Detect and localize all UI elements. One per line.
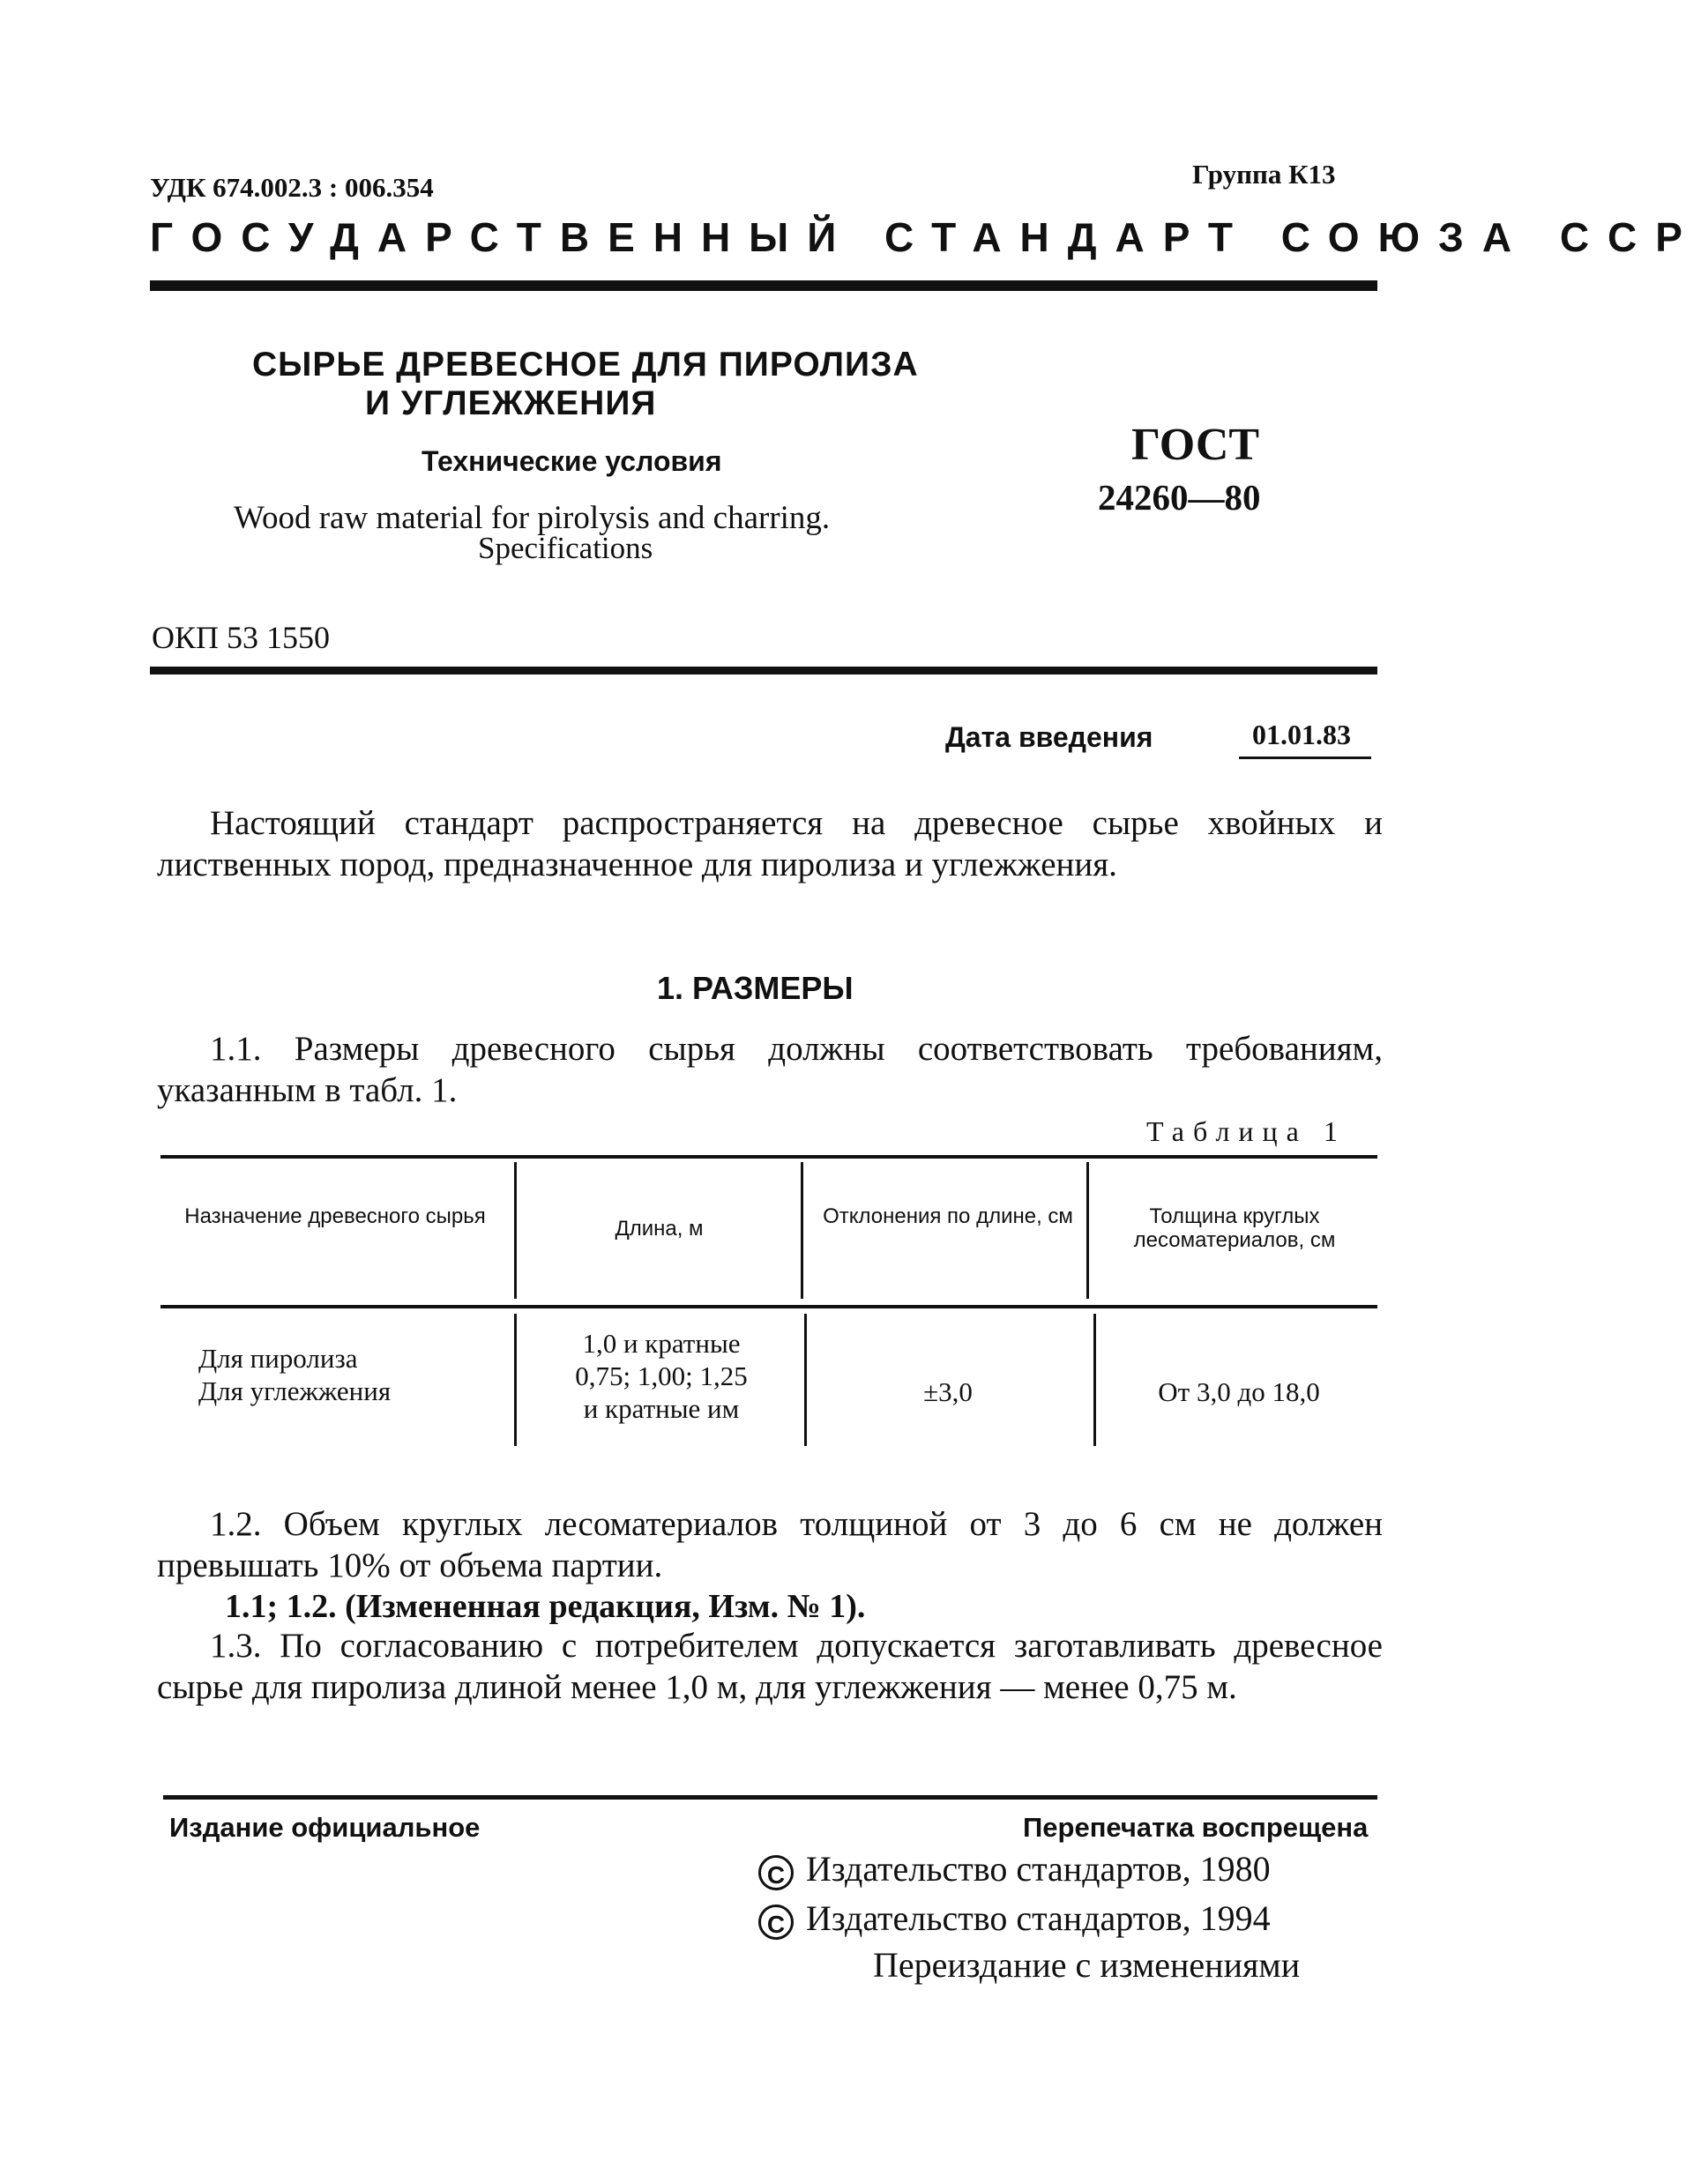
table-col-divider-3: [1086, 1162, 1089, 1299]
copyright-1980: [758, 1848, 1271, 1890]
table-cell-deviation: ±3,0: [923, 1376, 973, 1407]
table-body-divider-3: [1093, 1314, 1096, 1446]
table-col-divider-1: [514, 1162, 517, 1299]
table-cell-purpose: [198, 1342, 498, 1407]
table-top-rule: [160, 1155, 1377, 1159]
title-rule: [150, 667, 1377, 675]
document-title-line2: И УГЛЕЖЖЕНИЯ: [365, 384, 657, 422]
gost-number: 24260—80: [1098, 477, 1261, 518]
table-cell-thickness: От 3,0 до 18,0: [1158, 1376, 1320, 1407]
english-title-line1: Wood raw material for pirolysis and charring.: [234, 500, 831, 536]
footer-rule: [163, 1795, 1377, 1800]
purpose-pyrolysis: Для пиролиза: [198, 1343, 358, 1374]
gost-label: ГОСТ: [1131, 420, 1260, 470]
table-header-rule: [160, 1305, 1377, 1308]
table-header-purpose: Назначение древесного сырья: [184, 1204, 486, 1228]
intro-paragraph: Настоящий стандарт распространяется на древесное сырье хвойных и лиственных пород, предназначенное для пиролиза и углежжения.: [157, 804, 1383, 883]
table-header-thickness: Толщина круглых лесоматериалов, см: [1133, 1204, 1336, 1252]
table-body-divider-2: [804, 1314, 807, 1446]
state-standard-heading: ГОСУДАРСТВЕННЫЙ СТАНДАРТ СОЮЗА ССР: [150, 214, 1701, 260]
length-line3: и кратные им: [583, 1393, 740, 1424]
purpose-charring: Для углежжения: [198, 1375, 392, 1406]
edit-note: 1.1; 1.2. (Измененная редакция, Изм. № 1).: [225, 1588, 866, 1625]
table-body-divider-1: [514, 1314, 517, 1446]
table-header-deviation: Отклонения по длине, см: [823, 1204, 1073, 1228]
okp-code: ОКП 53 1550: [152, 620, 331, 655]
reissue-note: Переиздание с изменениями: [873, 1945, 1301, 1985]
document-title-line1: СЫРЬЕ ДРЕВЕСНОЕ ДЛЯ ПИРОЛИЗА: [252, 346, 919, 384]
intro-date-value: 01.01.83: [1252, 719, 1351, 750]
official-edition: Издание официальное: [169, 1812, 481, 1843]
date-underline: [1239, 757, 1371, 759]
table-caption: Таблица 1: [1146, 1115, 1347, 1147]
copyright-icon: С: [758, 1855, 794, 1890]
reprint-prohibited: Перепечатка воспрещена: [1023, 1812, 1369, 1843]
copyright-1980-text: Издательство стандартов, 1980: [806, 1849, 1271, 1889]
paragraph-1-2: 1.2. Объем круглых лесоматериалов толщиной от 3 до 6 см не должен превышать 10% от объема партии.: [157, 1505, 1383, 1584]
intro-date-label: Дата введения: [945, 721, 1153, 753]
group-code: Группа К13: [1192, 159, 1336, 190]
section-heading: 1. РАЗМЕРЫ: [657, 970, 854, 1006]
header-rule: [150, 280, 1377, 291]
length-line2: 0,75; 1,00; 1,25: [575, 1360, 748, 1391]
table-header-length: Длина, м: [615, 1217, 704, 1241]
copyright-icon: С: [758, 1904, 794, 1940]
document-subtitle: Технические условия: [422, 445, 722, 477]
english-title-line2: Specifications: [478, 531, 653, 565]
copyright-1994-text: Издательство стандартов, 1994: [806, 1898, 1271, 1938]
length-line1: 1,0 и кратные: [582, 1328, 741, 1359]
table-col-divider-2: [801, 1162, 803, 1299]
table-cell-length: [529, 1327, 794, 1425]
paragraph-1-3: 1.3. По согласованию с потребителем допускается заготавливать древесное сырье для пиролиза длиной менее 1,0 м, для углежжения — менее 0,75 м.: [157, 1627, 1383, 1706]
copyright-1994: [758, 1897, 1271, 1940]
udk-code: УДК 674.002.3 : 006.354: [150, 172, 434, 203]
paragraph-1-1: 1.1. Размеры древесного сырья должны соответствовать требованиям, указанным в табл. 1.: [157, 1030, 1383, 1109]
